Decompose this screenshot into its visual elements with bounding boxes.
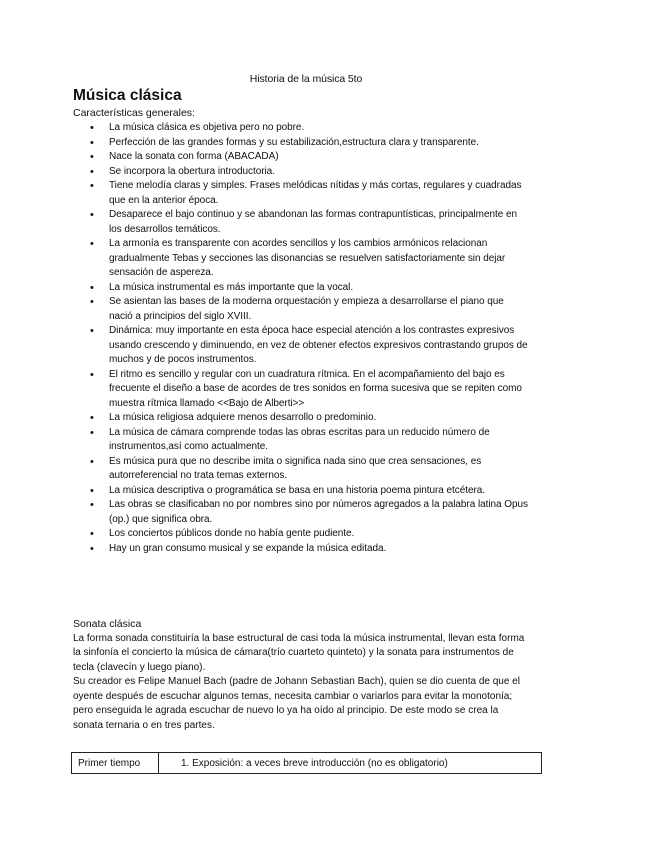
list-item: • Se asientan las bases de la moderna orquestación y empieza a desarrollarse el piano que nació a principios del siglo XVIII. xyxy=(90,295,530,324)
list-item: • Se incorpora la obertura introductoria. xyxy=(90,165,530,180)
sonata-title: Sonata clásica xyxy=(73,618,142,630)
list-item: • Perfección de las grandes formas y su estabilización,estructura clara y transparente. xyxy=(90,136,530,151)
list-item: • Las obras se clasificaban no por nombres sino por números agregados a la palabra latina Opus (op.) que significa obra. xyxy=(90,498,530,527)
table-cell-label: Primer tiempo xyxy=(72,753,159,774)
list-item: • Es música pura que no describe imita o significa nada sino que crea sensaciones, es autorreferencial no trata temas externos. xyxy=(90,455,530,484)
table-row xyxy=(72,753,542,774)
list-item: • Los conciertos públicos donde no había gente pudiente. xyxy=(90,527,530,542)
sonata-paragraph: La forma sonada constituiría la base estructural de casi toda la música instrumental, llevan esta forma la sinfonía el concierto la música de cámara(trío cuarteto quinteto) y la sonata para instrumentos de tecla (clavecín y luego piano). xyxy=(73,632,525,673)
list-item: • El ritmo es sencillo y regular con un cuadratura rítmica. En el acompañamiento del bajo es frecuente el diseño a base de acordes de tres sonidos en forma sucesiva que se repiten como muestra rítmica llamado <<Bajo de Alberti>> xyxy=(90,368,530,412)
list-item: • Desaparece el bajo continuo y se abandonan las formas contrapuntísticas, principalmente en los desarrollos temáticos. xyxy=(90,208,530,237)
list-item: • La música de cámara comprende todas las obras escritas para un reducido número de instrumentos,así como actualmente. xyxy=(90,426,530,455)
characteristics-subheading: Características generales: xyxy=(73,107,195,119)
section-heading: Música clásica xyxy=(73,87,182,104)
list-item: • La armonía es transparente con acordes sencillos y los cambios armónicos relacionan gradualmente Tebas y secciones las disonancias se resuelven satisfactoriamente sin dejar sensación de aspereza. xyxy=(90,237,530,281)
list-item: • Nace la sonata con forma (ABACADA) xyxy=(90,150,530,165)
list-item: • Hay un gran consumo musical y se expande la música editada. xyxy=(90,542,530,557)
sonata-section xyxy=(73,617,528,733)
list-item: • La música religiosa adquiere menos desarrollo o predominio. xyxy=(90,411,530,426)
list-item: • La música instrumental es más importante que la vocal. xyxy=(90,281,530,296)
sonata-structure-table xyxy=(71,752,542,774)
page-title: Historia de la música 5to xyxy=(249,73,363,85)
list-item: • Dinámica: muy importante en esta época hace especial atención a los contrastes expresivos usando crescendo y diminuendo, en vez de obtener efectos expresivos contrastando grupos de muchos y de pocos instrumentos. xyxy=(90,324,530,368)
characteristics-list xyxy=(90,121,530,556)
sonata-paragraph: Su creador es Felipe Manuel Bach (padre de Johann Sebastian Bach), quien se dio cuenta de que el oyente después de escuchar algunos temas, necesita cambiar o variarlos para evitar la monotonía; pero enseguida le agrada escuchar de nuevo lo ya ha oído al principio. De este modo se crea la sonata ternaria o en tres partes. xyxy=(73,676,520,731)
list-item: • La música clásica es objetiva pero no pobre. xyxy=(90,121,530,136)
table-cell-content: 1. Exposición: a veces breve introducción (no es obligatorio) xyxy=(159,753,542,774)
list-item: • La música descriptiva o programática se basa en una historia poema pintura etcétera. xyxy=(90,484,530,499)
list-item: • Tiene melodía claras y simples. Frases melódicas nítidas y más cortas, regulares y cuadradas que en la anterior época. xyxy=(90,179,530,208)
